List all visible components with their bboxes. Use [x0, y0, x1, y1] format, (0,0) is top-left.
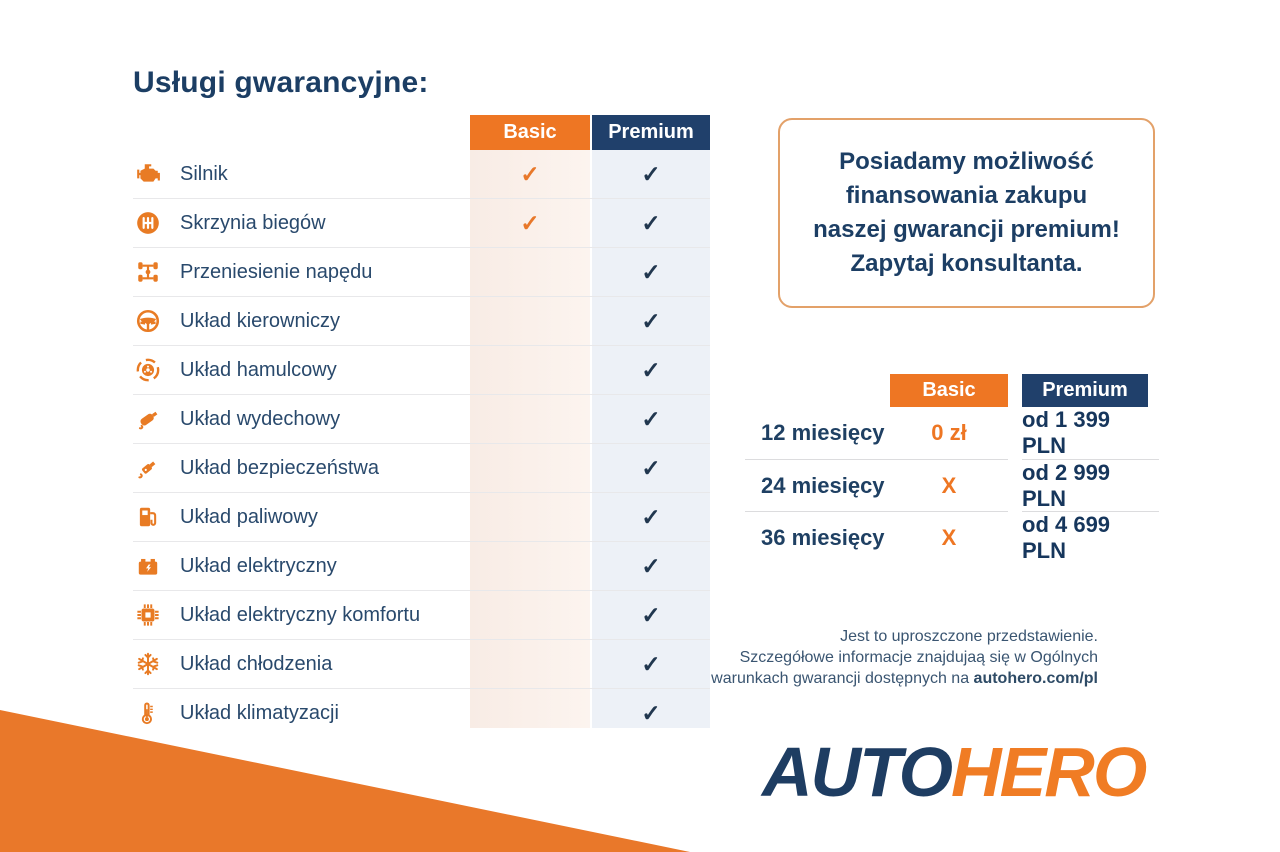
table-row: [133, 248, 710, 297]
premium-check: ✓: [641, 405, 661, 432]
table-row: [133, 150, 710, 199]
row-label: Układ chłodzenia: [180, 652, 333, 675]
row-label: Układ wydechowy: [180, 407, 341, 430]
table-row: [133, 444, 710, 493]
battery-icon: [133, 553, 163, 579]
premium-check: ✓: [641, 356, 661, 383]
pricing-basic-value: X: [941, 524, 957, 550]
website-url: autohero.com/pl: [973, 670, 1098, 687]
row-label: Skrzynia biegów: [180, 211, 326, 234]
table-row: [133, 493, 710, 542]
logo-part-hero: HERO: [951, 733, 1146, 811]
table-row: [133, 689, 710, 737]
logo-part-auto: AUTO: [762, 733, 952, 811]
pricing-header-spacer: [745, 374, 890, 407]
page-title: Usługi gwarancyjne:: [133, 66, 429, 99]
pricing-period: 24 miesięcy: [761, 472, 885, 498]
premium-column-header: Premium: [592, 115, 710, 150]
premium-check: ✓: [641, 160, 661, 187]
table-row: [133, 542, 710, 591]
pricing-table: [745, 374, 1185, 563]
row-label: Układ kierowniczy: [180, 309, 341, 332]
premium-check: ✓: [641, 552, 661, 579]
pricing-header: [745, 374, 1185, 407]
table-row: [133, 297, 710, 346]
premium-check: ✓: [641, 699, 661, 726]
pricing-row: [745, 511, 1185, 563]
pricing-premium-value: od 1 399 PLN: [1022, 407, 1111, 458]
pricing-basic-value: X: [941, 472, 957, 498]
row-label: Silnik: [180, 162, 228, 185]
table-row: [133, 591, 710, 640]
row-label: Układ klimatyzacji: [180, 701, 339, 724]
warranty-table-body: [133, 150, 710, 737]
thermometer-icon: [133, 700, 163, 726]
premium-check: ✓: [641, 209, 661, 236]
gearbox-icon: [133, 210, 163, 236]
pricing-basic-value: 0 zł: [931, 420, 967, 445]
pricing-row: [745, 459, 1185, 511]
premium-check: ✓: [641, 650, 661, 677]
row-label: Układ elektryczny komfortu: [180, 603, 421, 626]
pricing-row: [745, 407, 1185, 459]
pricing-basic-header: Basic: [890, 374, 1008, 407]
pricing-premium-value: od 2 999 PLN: [1022, 459, 1159, 511]
financing-line: naszej gwarancji premium!: [813, 216, 1120, 243]
engine-icon: [133, 161, 163, 187]
premium-check: ✓: [641, 503, 661, 530]
financing-line: Zapytaj konsultanta.: [850, 250, 1083, 277]
pricing-header-gap: [1008, 374, 1022, 407]
pricing-premium-value: od 4 699 PLN: [1022, 511, 1159, 563]
pricing-premium-header: Premium: [1022, 374, 1148, 407]
pricing-period: 36 miesięcy: [761, 524, 885, 550]
basic-column-header: Basic: [470, 115, 590, 150]
financing-line: Posiadamy możliwość: [839, 148, 1094, 175]
basic-check: ✓: [520, 209, 540, 236]
row-label: Układ paliwowy: [180, 505, 318, 528]
row-label: Układ elektryczny: [180, 554, 337, 577]
row-label: Układ bezpieczeństwa: [180, 456, 379, 479]
premium-check: ✓: [641, 307, 661, 334]
steering-wheel-icon: [133, 308, 163, 334]
premium-check: ✓: [641, 258, 661, 285]
table-row: [133, 395, 710, 444]
disclaimer-text: [633, 626, 1098, 689]
table-row: [133, 640, 710, 689]
exhaust-icon: [133, 406, 163, 432]
pricing-period: 12 miesięcy: [761, 420, 885, 445]
row-label: Układ hamulcowy: [180, 358, 337, 381]
autohero-logo: [762, 733, 1146, 811]
basic-check: ✓: [520, 160, 540, 187]
brake-disc-icon: [133, 357, 163, 383]
disclaimer-line: warunkach gwarancji dostępnych na autohero.com/pl: [711, 670, 1098, 687]
disclaimer-line: Szczegółowe informacje znajdujaą się w Ogólnych: [739, 649, 1098, 666]
row-label: Przeniesienie napędu: [180, 260, 373, 283]
table-row: [133, 199, 710, 248]
seatbelt-icon: [133, 455, 163, 481]
chip-icon: [133, 602, 163, 628]
drivetrain-icon: [133, 259, 163, 285]
financing-line: finansowania zakupu: [845, 182, 1088, 209]
table-row: [133, 346, 710, 395]
premium-check: ✓: [641, 601, 661, 628]
fuel-pump-icon: [133, 504, 163, 530]
premium-check: ✓: [641, 454, 661, 481]
financing-info-box: [778, 118, 1155, 308]
snowflake-icon: [133, 651, 163, 677]
disclaimer-line: Jest to uproszczone przedstawienie.: [840, 628, 1098, 645]
